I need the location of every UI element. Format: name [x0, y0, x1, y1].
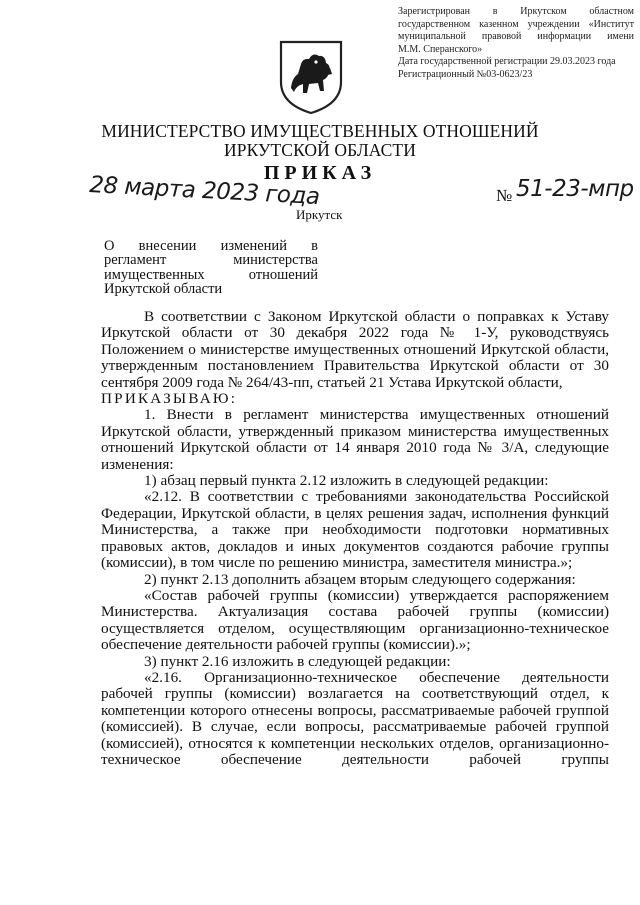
body-paragraph: «2.12. В соответствии с требованиями законодательства Российской Федерации, Иркутской области, в целях решения задач, исполнения функций Министерства, а также при необходимости подготовки нормативных правовых актов, докладов и иных документов создаются рабочие группы (комиссии), в том числе по решению министра, заместителя министра.»; — [101, 488, 609, 572]
subject-line: регламент министерства — [104, 252, 318, 269]
body-paragraph: 1) абзац первый пункта 2.12 изложить в следующей редакции: — [144, 472, 549, 490]
document-body — [101, 309, 609, 768]
prikazyvayu-heading: ПРИКАЗЫВАЮ: — [101, 390, 238, 408]
handwritten-number: 51-23-мпр — [516, 176, 634, 202]
body-paragraph: 2) пункт 2.13 дополнить абзацем вторым следующего содержания: — [144, 570, 576, 588]
registration-line: Регистрационный №03-0623/23 — [398, 68, 533, 80]
body-paragraph: 1. Внести в регламент министерства имущественных отношений Иркутской области, утвержденный приказом министерства имущественных отношений Иркутской области от 14 января 2010 года № 3/А, следующие изменения: — [101, 406, 609, 473]
body-paragraph: 3) пункт 2.16 изложить в следующей редакции: — [144, 652, 451, 670]
registration-line: Зарегистрирован в Иркутском областном — [398, 6, 634, 17]
coat-of-arms-emblem — [276, 38, 346, 116]
registration-line: М.М. Сперанского» — [398, 43, 483, 55]
subject-line: О внесении изменений в — [104, 238, 318, 254]
subject-line: Иркутской области — [104, 281, 223, 298]
city-name: Иркутск — [296, 207, 343, 222]
registration-line: государственном казенном учреждении «Институт — [398, 18, 634, 30]
document-subject — [104, 239, 318, 297]
registration-line: муниципальной правовой информации имени — [398, 31, 634, 42]
subject-line: имущественных отношений — [104, 266, 318, 283]
ministry-name-line: МИНИСТЕРСТВО ИМУЩЕСТВЕННЫХ ОТНОШЕНИЙ — [101, 121, 539, 141]
document-type-title: ПРИКАЗ — [263, 162, 377, 184]
number-prefix: № — [496, 186, 513, 205]
body-paragraph: В соответствии с Законом Иркутской области о поправках к Уставу Иркутской области от 30 декабря 2022 года № 1-У, руководствуясь Положением о министерстве имущественных отношений Иркутской области, утвержденным постановлением Правительства Иркутской области от 30 сентября 2009 года № 264/43-пп, статьей 21 Устава Иркутской области, — [101, 308, 609, 391]
ministry-name — [80, 122, 560, 160]
ministry-name-line: ИРКУТСКОЙ ОБЛАСТИ — [224, 140, 416, 160]
body-paragraph: «2.16. Организационно-техническое обеспечение деятельности рабочей группы (комиссии) возлагается на соответствующий отдел, к компетенции которого отнесены вопросы, рассматриваемые рабочей группой (комиссией). В случае, если вопросы, рассматриваемые рабочей группой (комиссией), относятся к компетенции нескольких отделов, организационно-техническое обеспечение деятельности рабочей группы — [101, 668, 609, 768]
registration-line: Дата государственной регистрации 29.03.2023 года — [398, 56, 616, 67]
registration-stamp — [398, 6, 634, 81]
handwritten-date: 28 марта 2023 года — [88, 172, 321, 211]
body-paragraph: «Состав рабочей группы (комиссии) утверждается распоряжением Министерства. Актуализация состава рабочей группы (комиссии) осуществляется отделом, осуществляющим организационно-техническое обеспечение деятельности рабочей группы (комиссии).»; — [101, 586, 609, 654]
